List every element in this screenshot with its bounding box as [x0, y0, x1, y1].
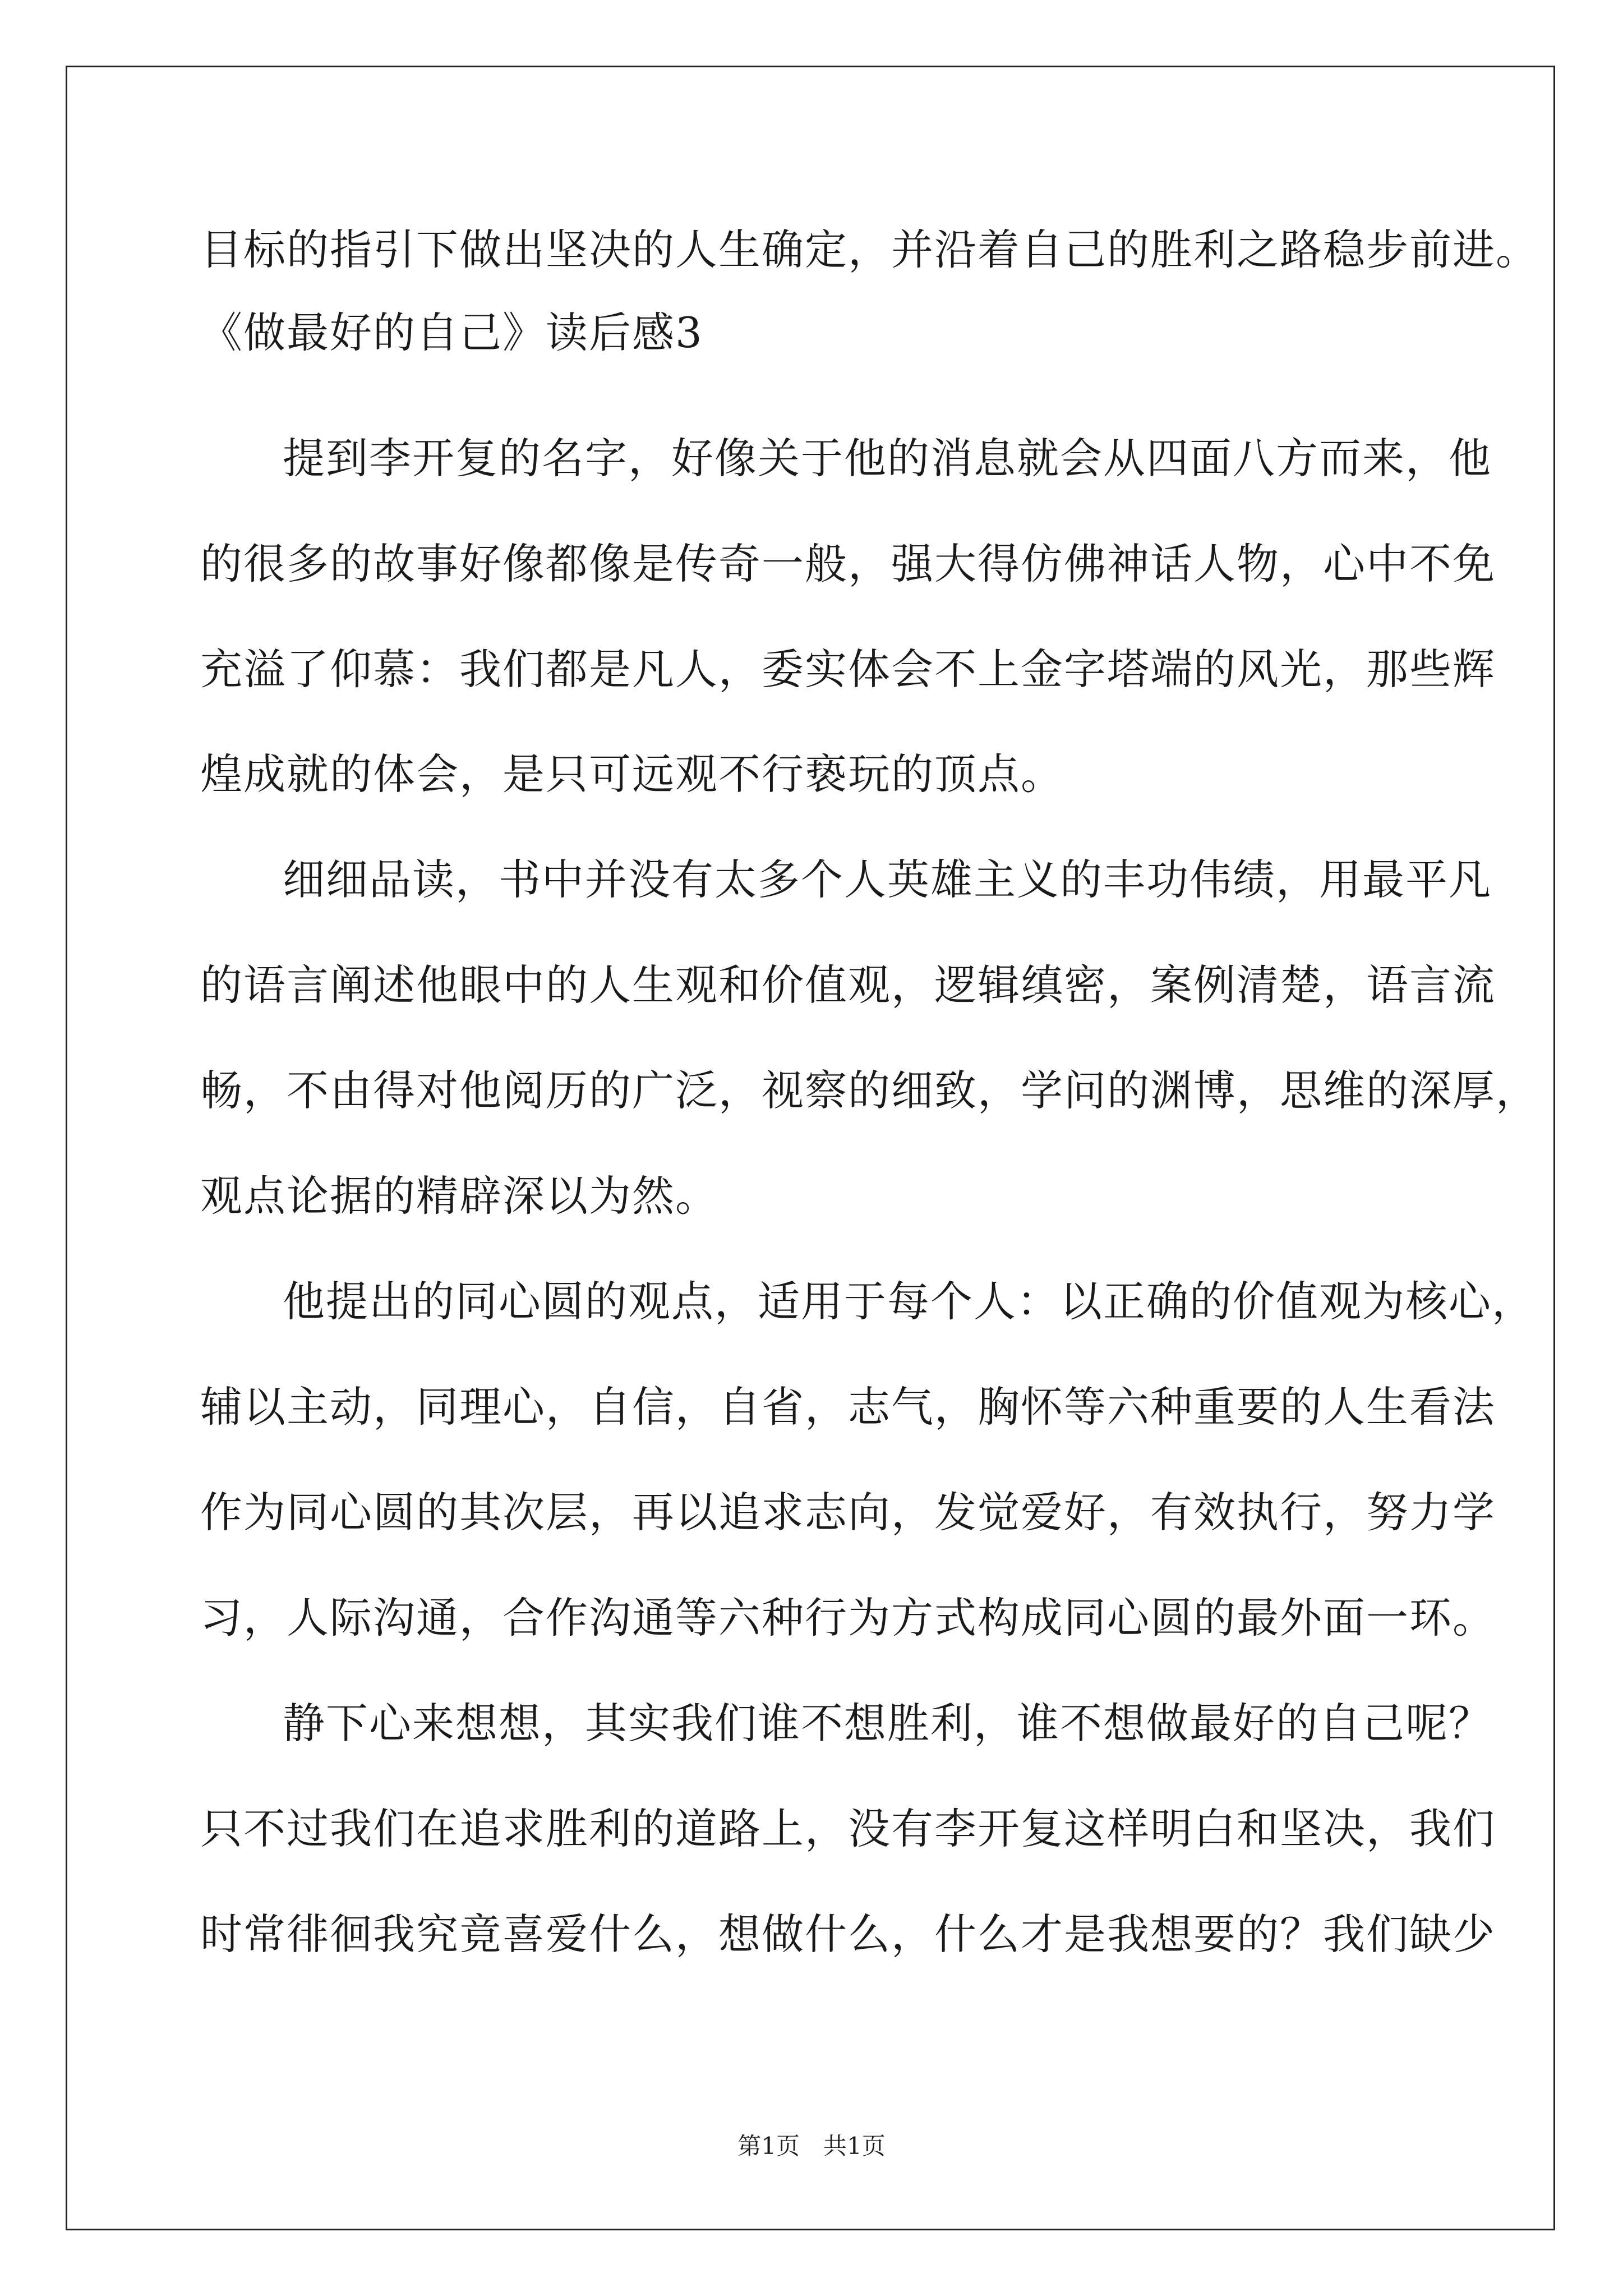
body-text-line: 只不过我们在追求胜利的道路上，没有李开复这样明白和坚决，我们 [200, 1804, 1496, 1853]
body-text-line: 细细品读，书中并没有太多个人英雄主义的丰功伟绩，用最平凡 [283, 855, 1492, 904]
body-text-line: 煌成就的体会，是只可远观不行亵玩的顶点。 [200, 749, 1064, 799]
body-text-line: 观点论据的精辟深以为然。 [200, 1171, 719, 1221]
page-number: 第1页 共1页 [737, 2132, 886, 2160]
body-text-line: 辅以主动，同理心，自信，自省，志气，胸怀等六种重要的人生看法 [200, 1382, 1496, 1432]
body-text-line: 畅，不由得对他阅历的广泛，视察的细致，学问的渊博，思维的深厚， [200, 1066, 1539, 1115]
body-text-line: 习，人际沟通，合作沟通等六种行为方式构成同心圆的最外面一环。 [200, 1593, 1496, 1642]
body-text-line: 提到李开复的名字，好像关于他的消息就会从四面八方而来，他 [283, 434, 1492, 483]
section-title: 《做最好的自己》读后感3 [200, 308, 703, 357]
body-text-line: 充溢了仰慕：我们都是凡人，委实体会不上金字塔端的风光，那些辉 [200, 645, 1496, 694]
body-text-line: 的语言阐述他眼中的人生观和价值观，逻辑缜密，案例清楚，语言流 [200, 960, 1496, 1010]
body-text-line: 作为同心圆的其次层，再以追求志向，发觉爱好，有效执行，努力学 [200, 1488, 1496, 1537]
body-text-line: 时常徘徊我究竟喜爱什么，想做什么，什么才是我想要的？我们缺少 [200, 1910, 1496, 1959]
body-text-line: 目标的指引下做出坚决的人生确定，并沿着自己的胜利之路稳步前进。 [200, 225, 1539, 274]
body-text-line: 他提出的同心圆的观点，适用于每个人：以正确的价值观为核心， [283, 1277, 1536, 1326]
body-text-line: 的很多的故事好像都像是传奇一般，强大得仿佛神话人物，心中不免 [200, 539, 1496, 588]
body-text-line: 静下心来想想，其实我们谁不想胜利，谁不想做最好的自己呢？ [283, 1699, 1492, 1748]
page-border [66, 66, 1555, 2230]
